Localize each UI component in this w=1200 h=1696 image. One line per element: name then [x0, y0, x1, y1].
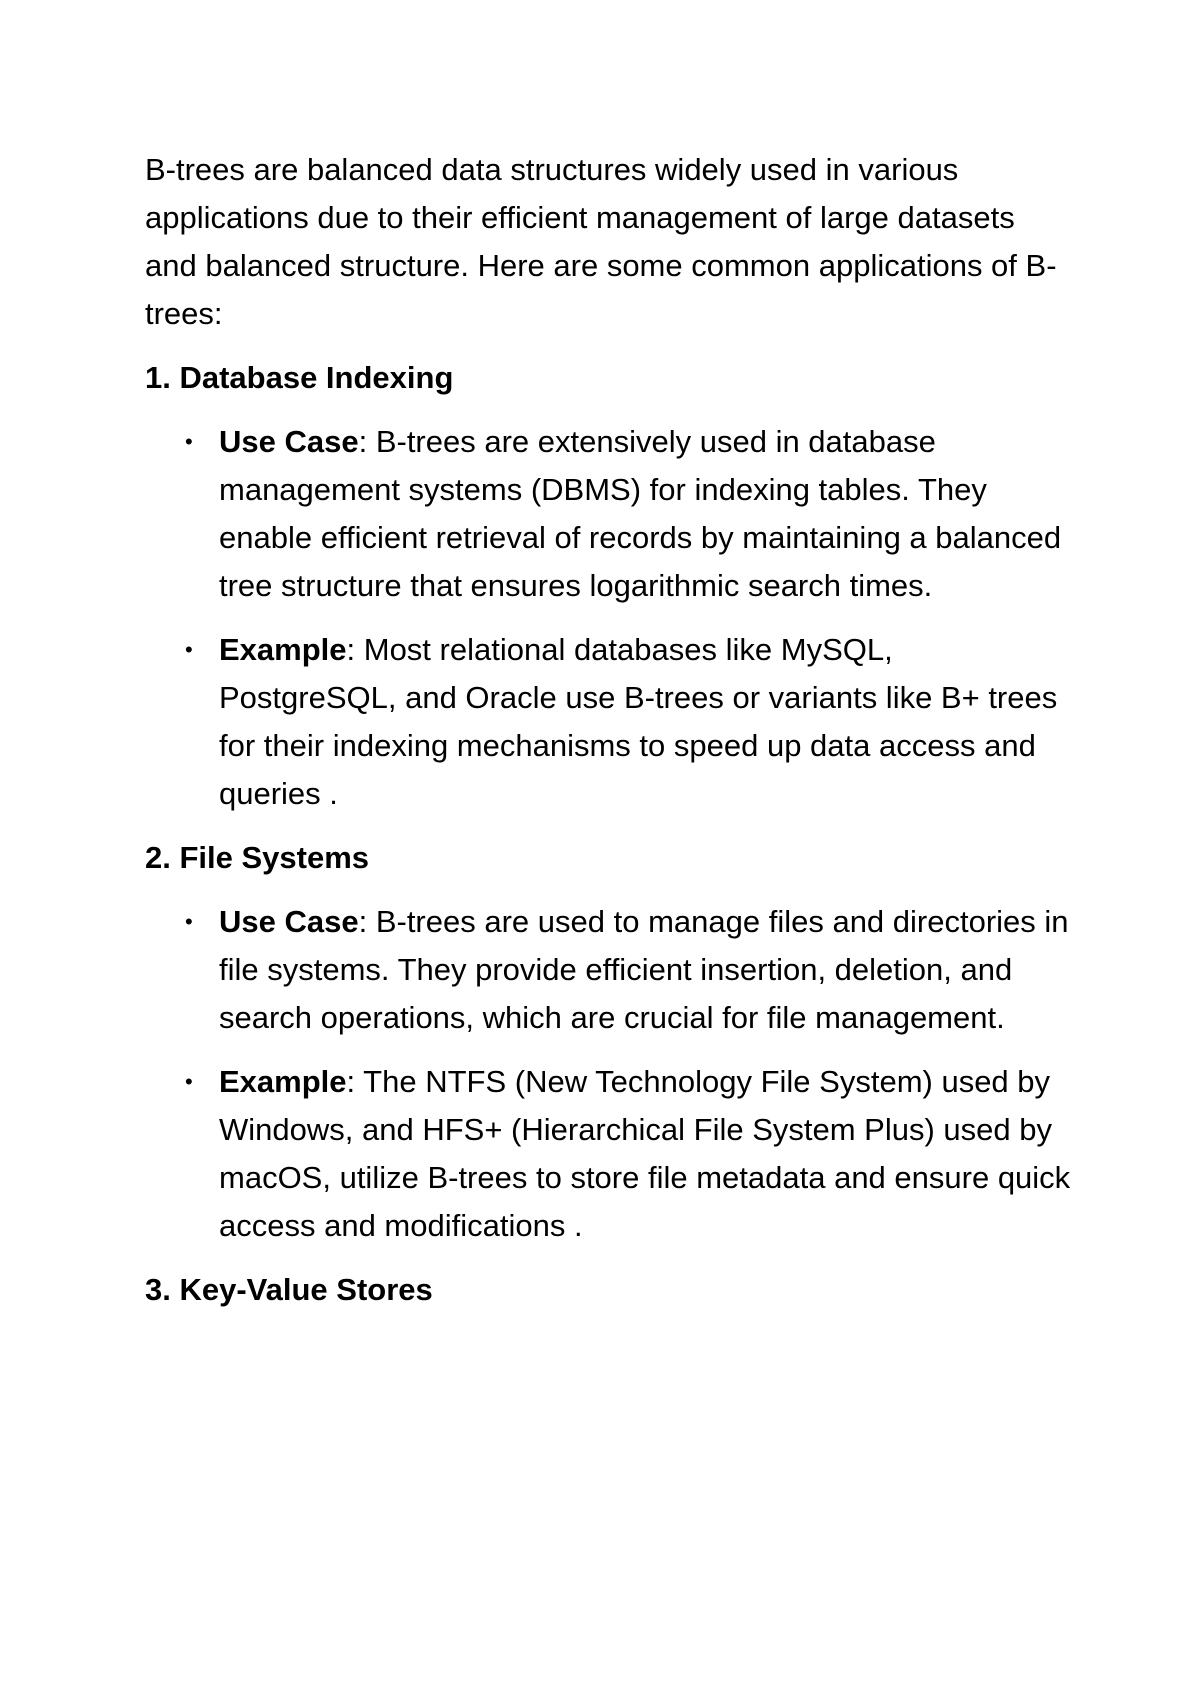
bullet-icon: •: [185, 909, 193, 934]
item-text: : The NTFS (New Technology File System) used by Windows, and HFS+ (Hierarchical File System Plus) used by macOS, utilize B-trees to store file metadata and ensure quick access and modifications .: [219, 1064, 1071, 1243]
bullet-icon: •: [185, 1069, 193, 1094]
item-term: Example: [219, 1064, 347, 1099]
bullet-icon: •: [185, 637, 193, 662]
list-item: [145, 898, 1075, 1042]
item-text: : Most relational databases like MySQL, PostgreSQL, and Oracle use B-trees or variants like B+ trees for their indexing mechanisms to speed up data access and queries .: [219, 632, 1058, 811]
item-text: : B-trees are extensively used in database management systems (DBMS) for indexing tables. They enable efficient retrieval of records by maintaining a balanced tree structure that ensures logarithmic search times.: [219, 424, 1062, 603]
section-heading-database-indexing: 1. Database Indexing: [145, 360, 454, 395]
intro-paragraph: B-trees are balanced data structures widely used in various applications due to their efficient management of large datasets and balanced structure. Here are some common applications of B-trees:: [145, 152, 1057, 331]
section-heading-key-value-stores: 3. Key-Value Stores: [145, 1272, 433, 1307]
item-term: Use Case: [219, 904, 359, 939]
list-item: [145, 1058, 1075, 1250]
item-text: : B-trees are used to manage files and directories in file systems. They provide efficient insertion, deletion, and search operations, which are crucial for file management.: [219, 904, 1069, 1035]
database-indexing-list: [145, 418, 1075, 818]
file-systems-list: [145, 898, 1075, 1250]
list-item: [145, 418, 1075, 610]
bullet-icon: •: [185, 429, 193, 454]
item-term: Example: [219, 632, 347, 667]
item-term: Use Case: [219, 424, 359, 459]
section-heading-file-systems: 2. File Systems: [145, 840, 370, 875]
document-body: [145, 146, 1075, 1330]
list-item: [145, 626, 1075, 818]
